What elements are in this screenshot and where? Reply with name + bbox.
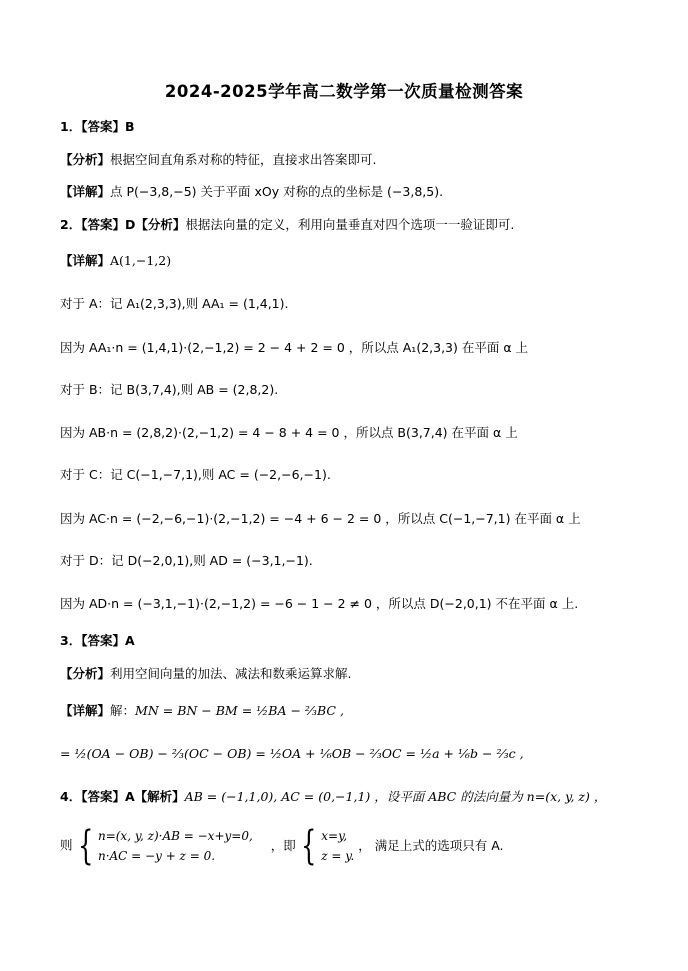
q3-vector-equation-2: = ½(OA − OB) − ⅔(OC − OB) = ½OA + ⅙OB − ⅔OC = ½a + ⅙b − ⅔c , xyxy=(60,746,524,761)
q2-option-d-check: 因为 AD·n = (−3,1,−1)·(2,−1,2) = −6 − 1 − 2 ≠ 0 ，所以点 D(−2,0,1) 不在平面 α 上. xyxy=(60,596,579,611)
q4-system-1-line-1: n=(x, y, z)·AB = −x+y=0, xyxy=(97,829,253,843)
q2-option-c-setup: 对于 C：记 C(−1,−7,1),则 AC = (−2,−6,−1). xyxy=(60,467,331,482)
q2-option-d-setup: 对于 D：记 D(−2,0,1),则 AD = (−3,1,−1). xyxy=(60,553,313,568)
q1-analysis-tag: 【分析】 xyxy=(60,152,111,167)
q4-ie: ，即 xyxy=(270,837,296,853)
q2-header-text: 根据法向量的定义，利用向量垂直对四个选项一一验证即可. xyxy=(185,217,515,232)
q3-detail-intro: 解： xyxy=(110,703,136,718)
q4-system xyxy=(60,823,504,869)
q2-header-tag: 2．【答案】D【分析】 xyxy=(60,217,186,232)
q1-detail xyxy=(60,183,443,201)
q1-answer: 1．【答案】B xyxy=(60,119,135,134)
page-title: 2024-2025学年高二数学第一次质量检测答案 xyxy=(164,82,524,101)
q3-analysis-tag: 【分析】 xyxy=(60,666,111,681)
q4-system-2-line-2: z = y. xyxy=(321,849,355,863)
q2-option-b-setup: 对于 B：记 B(3,7,4),则 AB = (2,8,2). xyxy=(60,382,279,397)
q3-analysis xyxy=(60,665,352,683)
q2-header xyxy=(60,216,514,234)
q1-analysis xyxy=(60,151,377,169)
q3-analysis-text: 利用空间向量的加法、减法和数乘运算求解. xyxy=(110,666,352,681)
q4-system-2-line-1: x=y, xyxy=(321,829,348,843)
q2-detail-text: A(1,−1,2) xyxy=(110,253,172,268)
q4-left-brace-2: { xyxy=(300,823,317,869)
q4-left-brace-1: { xyxy=(77,823,93,869)
q4-then: 则 xyxy=(60,837,73,853)
q4-header-tag: 4．【答案】A【解析】 xyxy=(60,789,185,804)
q2-option-c-check: 因为 AC·n = (−2,−6,−1)·(2,−1,2) = −4 + 6 − 2 = 0 ，所以点 C(−1,−7,1) 在平面 α 上 xyxy=(60,511,581,526)
q4-conclusion: ， 满足上式的选项只有 A. xyxy=(358,837,504,853)
q2-option-b-check: 因为 AB·n = (2,8,2)·(2,−1,2) = 4 − 8 + 4 = 0 ，所以点 B(3,7,4) 在平面 α 上 xyxy=(60,425,518,440)
q2-detail-tag: 【详解】 xyxy=(60,253,111,268)
q1-analysis-text: 根据空间直角系对称的特征，直接求出答案即可. xyxy=(110,152,377,167)
q3-answer: 3．【答案】A xyxy=(60,633,135,648)
q2-detail xyxy=(60,252,171,270)
q2-option-a-check: 因为 AA₁·n = (1,4,1)·(2,−1,2) = 2 − 4 + 2 = 0 ，所以点 A₁(2,3,3) 在平面 α 上 xyxy=(60,340,529,355)
q4-system-1-line-2: n·AC = −y + z = 0. xyxy=(97,849,216,863)
q3-detail-tag: 【详解】 xyxy=(60,703,111,718)
q4-vectors: AB = (−1,1,0), AC = (0,−1,1) ，设平面 ABC 的法向量为 n=(x, y, z) ， xyxy=(184,789,607,804)
q2-option-a-setup: 对于 A：记 A₁(2,3,3),则 AA₁ = (1,4,1). xyxy=(60,296,289,311)
q3-detail xyxy=(60,702,344,720)
q3-vector-equation-1: MN = BN − BM = ½BA − ⅔BC , xyxy=(135,703,344,718)
q1-detail-tag: 【详解】 xyxy=(60,184,111,199)
q1-detail-text: 点 P(−3,8,−5) 关于平面 xOy 对称的点的坐标是 (−3,8,5). xyxy=(110,184,444,199)
q4-system-2 xyxy=(321,826,354,866)
q4-system-1 xyxy=(98,826,253,866)
q4-header xyxy=(60,788,606,806)
